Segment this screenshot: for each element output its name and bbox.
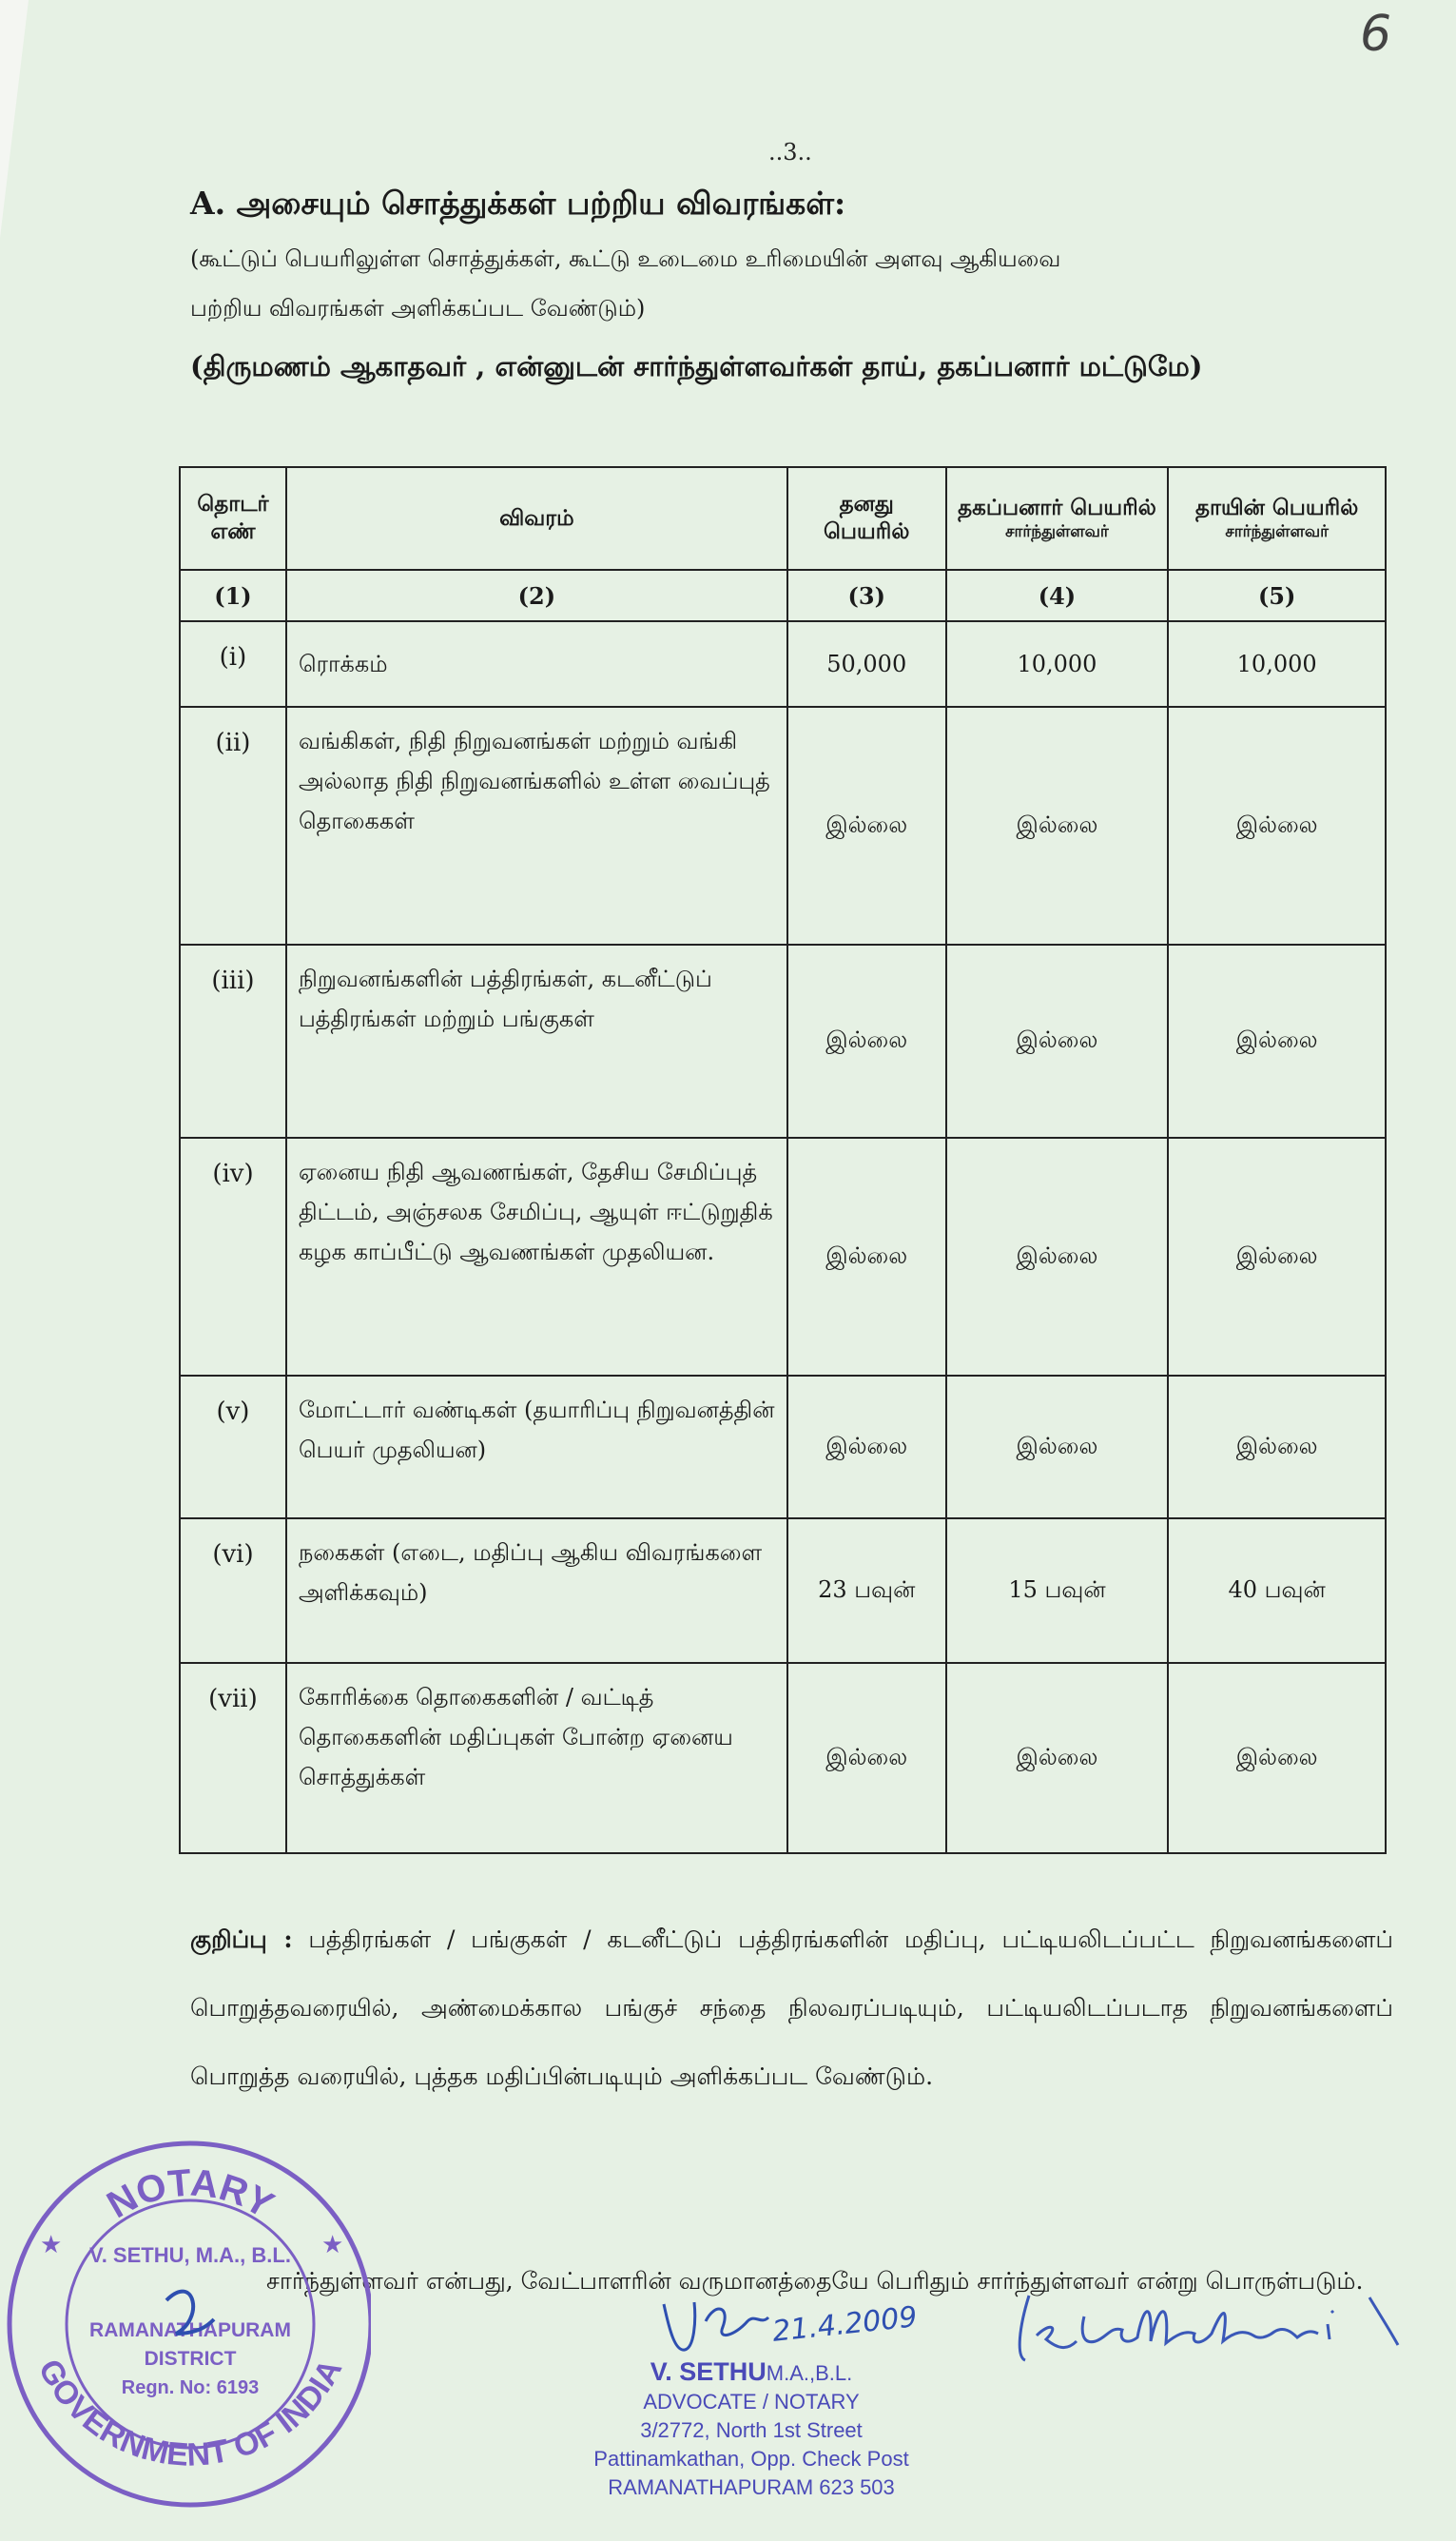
column-number: (2): [286, 570, 787, 621]
notary-title: ADVOCATE / NOTARY: [643, 2390, 860, 2414]
header-self: தனது பெயரில்: [787, 467, 946, 570]
row-serial: (iii): [180, 945, 286, 1138]
row-serial: (vii): [180, 1663, 286, 1853]
remark-label: குறிப்பு :: [190, 1925, 293, 1953]
seal-star-icon: ★: [321, 2231, 344, 2259]
row-mother-value: இல்லை: [1168, 945, 1386, 1138]
seal-name: V. SETHU, M.A., B.L.: [89, 2243, 291, 2267]
row-description: நகைகள் (எடை, மதிப்பு ஆகிய விவரங்களை அளிக்கவும்): [286, 1518, 787, 1663]
table-row: [180, 1518, 1386, 1663]
header-father-label: தகப்பனார் பெயரில்: [958, 495, 1156, 520]
row-self-value: 23 பவுன்: [787, 1518, 946, 1663]
notary-seal: [0, 2129, 371, 2529]
remark-text: பத்திரங்கள் / பங்குகள் / கடனீட்டுப் பத்திரங்களின் மதிப்பு, பட்டியலிடப்பட்ட நிறுவனங்களைப் பொறுத்தவரையில், அண்மைக்கால பங்குச் சந்தை நிலவரப்படியும், பட்டியலிடப்படாத நிறுவனங்களைப் பொறுத்த வரையில், புத்தக மதிப்பின்படியும் அளிக்கப்பட வேண்டும்.: [190, 1925, 1394, 2090]
row-description: ரொக்கம்: [286, 621, 787, 707]
dependent-definition: சார்ந்துள்ளவர் என்பது, வேட்பாளரின் வருமானத்தையே பெரிதும் சார்ந்துள்ளவர் என்று பொருள்படும்.: [266, 2267, 1364, 2295]
row-mother-value: இல்லை: [1168, 707, 1386, 945]
column-number: (5): [1168, 570, 1386, 621]
column-number: (3): [787, 570, 946, 621]
table-row: [180, 707, 1386, 945]
header-mother-label: தாயின் பெயரில்: [1194, 495, 1359, 520]
assets-table: [179, 466, 1387, 1854]
notary-degree: M.A.,B.L.: [766, 2361, 853, 2385]
row-description: ஏனைய நிதி ஆவணங்கள், தேசிய சேமிப்புத் திட்டம், அஞ்சலக சேமிப்பு, ஆயுள் ஈட்டுறுதிக் கழக காப்பீட்டு ஆவணங்கள் முதலியன.: [286, 1138, 787, 1376]
notary-address-line-2: Pattinamkathan, Opp. Check Post: [593, 2447, 909, 2471]
notary-address-line-3: RAMANATHAPURAM 623 503: [608, 2475, 895, 2499]
row-description: கோரிக்கை தொகைகளின் / வட்டித் தொகைகளின் மதிப்புகள் போன்ற ஏனைய சொத்துக்கள்: [286, 1663, 787, 1853]
row-description: மோட்டார் வண்டிகள் (தயாரிப்பு நிறுவனத்தின் பெயர் முதலியன): [286, 1376, 787, 1518]
candidate-signature: [1008, 2269, 1427, 2374]
row-serial: (vi): [180, 1518, 286, 1663]
header-serial-number: தொடர் எண்: [180, 467, 286, 570]
row-serial: (i): [180, 621, 286, 707]
row-self-value: இல்லை: [787, 707, 946, 945]
header-mother: [1168, 467, 1386, 570]
row-father-value: இல்லை: [946, 1138, 1169, 1376]
table-row: [180, 1138, 1386, 1376]
row-mother-value: 40 பவுன்: [1168, 1518, 1386, 1663]
row-self-value: இல்லை: [787, 1376, 946, 1518]
header-father-sub: சார்ந்துள்ளவர்: [1005, 521, 1109, 541]
row-father-value: இல்லை: [946, 1376, 1169, 1518]
section-note-line-2: பற்றிய விவரங்கள் அளிக்கப்பட வேண்டும்): [190, 295, 646, 322]
table-row: [180, 1663, 1386, 1853]
seal-place: RAMANATHAPURAM: [89, 2319, 291, 2341]
row-father-value: 10,000: [946, 621, 1169, 707]
row-mother-value: இல்லை: [1168, 1663, 1386, 1853]
row-serial: (v): [180, 1376, 286, 1518]
remark-paragraph: [190, 1906, 1393, 2111]
row-mother-value: 10,000: [1168, 621, 1386, 707]
column-number: (1): [180, 570, 286, 621]
seal-top-text: NOTARY: [100, 2161, 281, 2227]
seal-star-icon: ★: [40, 2231, 63, 2259]
row-father-value: இல்லை: [946, 945, 1169, 1138]
row-self-value: 50,000: [787, 621, 946, 707]
section-note-line-1: (கூட்டுப் பெயரிலுள்ள சொத்துக்கள், கூட்டு உடைமை உரிமையின் அளவு ஆகியவை: [190, 245, 1061, 272]
row-description: நிறுவனங்களின் பத்திரங்கள், கடனீட்டுப் பத்திரங்கள் மற்றும் பங்குகள்: [286, 945, 787, 1138]
table-row: [180, 1376, 1386, 1518]
row-mother-value: இல்லை: [1168, 1376, 1386, 1518]
seal-district: DISTRICT: [144, 2348, 237, 2370]
page-fold: [0, 0, 29, 238]
header-father: [946, 467, 1169, 570]
notary-name-line: [552, 2357, 951, 2388]
row-serial: (ii): [180, 707, 286, 945]
section-sub-heading: (திருமணம் ஆகாதவர் , என்னுடன் சார்ந்துள்ளவர்கள் தாய், தகப்பனார் மட்டுமே): [190, 350, 1203, 382]
notary-address-stamp: [552, 2357, 951, 2502]
header-mother-sub: சார்ந்துள்ளவர்: [1225, 521, 1329, 541]
table-row: [180, 621, 1386, 707]
signature-date: 21.4.2009: [770, 2300, 920, 2349]
column-number-row: [180, 570, 1386, 621]
header-description: விவரம்: [286, 467, 787, 570]
row-description: வங்கிகள், நிதி நிறுவனங்கள் மற்றும் வங்கி அல்லாத நிதி நிறுவனங்களில் உள்ள வைப்புத் தொகைகள்: [286, 707, 787, 945]
table-row: [180, 945, 1386, 1138]
page-number: ..3..: [768, 139, 812, 166]
notary-address-line-1: 3/2772, North 1st Street: [640, 2418, 863, 2442]
seal-bottom-text: GOVERNMENT OF INDIA: [30, 2353, 350, 2473]
row-mother-value: இல்லை: [1168, 1138, 1386, 1376]
section-heading: A. அசையும் சொத்துக்கள் பற்றிய விவரங்கள்:: [190, 185, 846, 222]
row-father-value: 15 பவுன்: [946, 1518, 1169, 1663]
row-self-value: இல்லை: [787, 945, 946, 1138]
row-serial: (iv): [180, 1138, 286, 1376]
seal-regn: Regn. No: 6193: [121, 2377, 260, 2398]
notary-name: V. SETHU: [650, 2357, 767, 2386]
page-corner-number: 6: [1360, 6, 1392, 63]
column-number: (4): [946, 570, 1169, 621]
row-father-value: இல்லை: [946, 707, 1169, 945]
row-father-value: இல்லை: [946, 1663, 1169, 1853]
row-self-value: இல்லை: [787, 1663, 946, 1853]
row-self-value: இல்லை: [787, 1138, 946, 1376]
